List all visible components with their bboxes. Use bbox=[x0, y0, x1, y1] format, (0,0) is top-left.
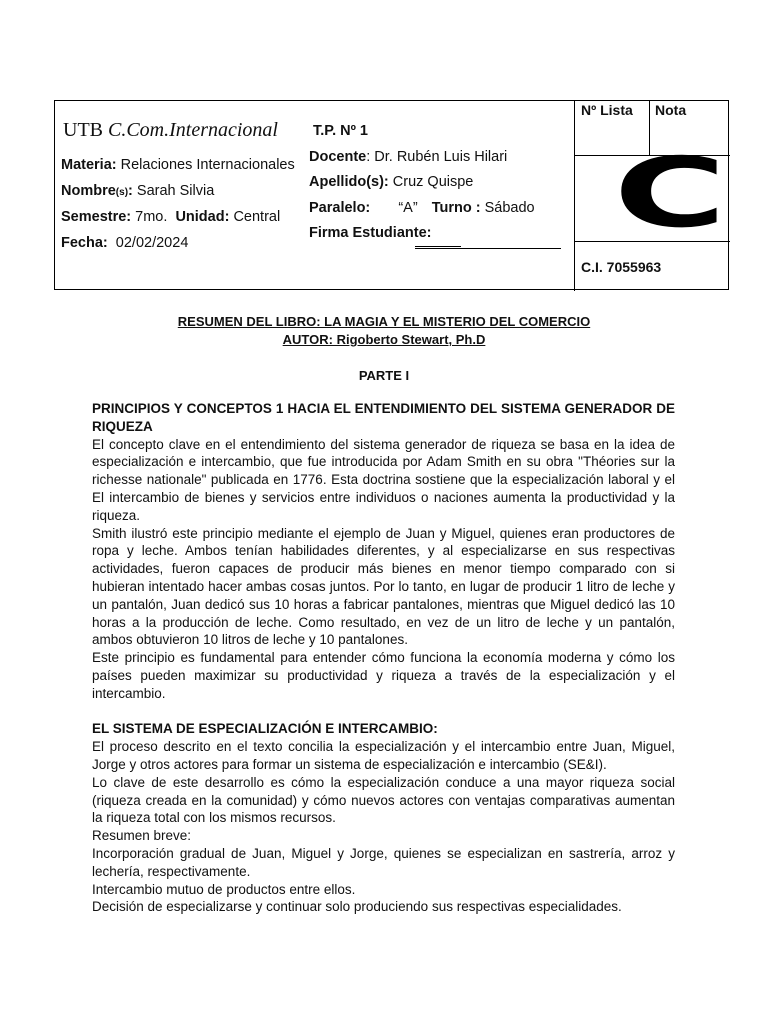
materia-row bbox=[61, 153, 306, 179]
fecha-value: 02/02/2024 bbox=[107, 234, 189, 251]
signature-line bbox=[415, 248, 561, 249]
paragraph-4: El proceso descrito en el texto concilia la especialización y el intercambio entre Juan, Miguel, Jorge y otros actores para formar un sistema de especialización e intercambio (SE&I). bbox=[92, 739, 675, 772]
paragraph-8: Intercambio mutuo de productos entre ellos. bbox=[92, 881, 356, 897]
part-title: PARTE I bbox=[358, 368, 410, 383]
student-info-middle bbox=[309, 119, 535, 247]
signature-line-overlap bbox=[415, 246, 461, 247]
paralelo-value: “A” bbox=[398, 199, 418, 216]
paragraph-3: Este principio es fundamental para entender cómo funciona la economía moderna y cómo los países pueden maximizar su productividad y riqueza a través de la especialización y el intercambio. bbox=[92, 650, 675, 701]
ci-number: C.I. 7055963 bbox=[581, 259, 662, 275]
nombre-row bbox=[61, 179, 306, 206]
semestre-value: 7mo. bbox=[131, 209, 168, 225]
lista-label: Nº Lista bbox=[581, 102, 633, 118]
paragraph-7: Incorporación gradual de Juan, Miguel y Jorge, quienes se especializan en sastrería, arroz y lechería, respectivamente. bbox=[92, 845, 675, 879]
paralelo-label: Paralelo: bbox=[309, 199, 371, 216]
section-heading-1: PRINCIPIOS Y CONCEPTOS 1 HACIA EL ENTENDIMIENTO DEL SISTEMA GENERADOR DE RIQUEZA bbox=[92, 401, 675, 434]
header-box bbox=[54, 100, 729, 290]
docente-value: : Dr. Rubén Luis Hilari bbox=[366, 148, 508, 165]
tp-number: T.P. Nº 1 bbox=[313, 123, 368, 139]
book-title-text: RESUMEN DEL LIBRO: LA MAGIA Y EL MISTERIO DEL COMERCIO bbox=[177, 314, 591, 329]
institution-name: UTB bbox=[63, 119, 103, 141]
turno-label: Turno : bbox=[431, 199, 481, 216]
book-author bbox=[54, 332, 714, 347]
nota-label: Nota bbox=[655, 102, 687, 118]
turno-value: Sábado bbox=[480, 199, 535, 216]
apellido-row bbox=[309, 170, 535, 196]
paragraph-6: Resumen breve: bbox=[92, 828, 192, 844]
institution-logo-text bbox=[63, 119, 278, 142]
program-name: C.Com.Internacional bbox=[108, 119, 278, 141]
unidad-label: Unidad: bbox=[175, 209, 230, 225]
nombre-value: Sarah Silvia bbox=[132, 182, 215, 199]
docente-row bbox=[309, 145, 535, 171]
book-author-text: AUTOR: Rigoberto Stewart, Ph.D bbox=[282, 332, 486, 347]
paralelo-row bbox=[309, 196, 535, 222]
firma-label: Firma Estudiante: bbox=[309, 225, 432, 241]
paragraph-5: Lo clave de este desarrollo es cómo la especialización conduce a una mayor riqueza social (riqueza creada en la comunidad) y cómo nuevos actores con ventajas comparativas aumentan la riqueza total con los mismos recursos. bbox=[92, 774, 675, 826]
docente-label: Docente bbox=[309, 148, 367, 165]
grade-mark: C bbox=[613, 137, 727, 249]
paragraph-1: El concepto clave en el entendimiento del sistema generador de riqueza se basa en la idea de especialización e intercambio, que fue introducida por Adam Smith en su obra "Théories sur la richesse nationale" publicada en 1776. Esta doctrina sostiene que la especialización laboral y el El intercambio de bienes y servicios entre individuos o naciones aumenta la productividad y la riqueza. bbox=[92, 436, 675, 523]
nombre-colon: : bbox=[128, 182, 133, 199]
materia-value: Relaciones Internacionales bbox=[116, 157, 295, 173]
section-heading-2: EL SISTEMA DE ESPECIALIZACIÓN E INTERCAMBIO: bbox=[92, 721, 438, 737]
semestre-label: Semestre: bbox=[61, 209, 132, 225]
document-body bbox=[92, 400, 675, 916]
student-info-left bbox=[61, 153, 306, 256]
paragraph-2: Smith ilustró este principio mediante el ejemplo de Juan y Miguel, quienes eran productores de ropa y leche. Ambos tenían habilidades diferentes, y al especializarse en sus respectivas actividades, fueron capaces de producir más bienes en menor tiempo comparado con si hubieran intentado hacer ambas cosas juntos. Por lo tanto, en lugar de producir 1 litro de leche y un pantalón, Juan dedicó sus 10 horas a fabricar pantalones, mientras que Miguel dedicó las 10 horas a la producción de leche. Como resultado, en vez de un litro de leche y un pantalón, ambos obtuvieron 10 litros de leche y 10 pantalones. bbox=[92, 525, 675, 648]
nombre-label: Nombre bbox=[61, 182, 116, 199]
unidad-value: Central bbox=[229, 209, 281, 225]
fecha-label: Fecha: bbox=[61, 234, 108, 251]
spacer bbox=[92, 703, 675, 721]
materia-label: Materia: bbox=[61, 157, 117, 173]
nombre-suffix: (s) bbox=[115, 186, 129, 198]
paragraph-9: Decisión de especializarse y continuar solo produciendo sus respectivas especialidades. bbox=[92, 899, 622, 915]
apellido-label: Apellido(s): bbox=[309, 174, 389, 190]
grid-divider-left bbox=[574, 101, 575, 291]
book-title bbox=[54, 314, 714, 329]
semestre-row bbox=[61, 205, 306, 231]
apellido-value: Cruz Quispe bbox=[388, 174, 474, 190]
fecha-row bbox=[61, 231, 306, 257]
